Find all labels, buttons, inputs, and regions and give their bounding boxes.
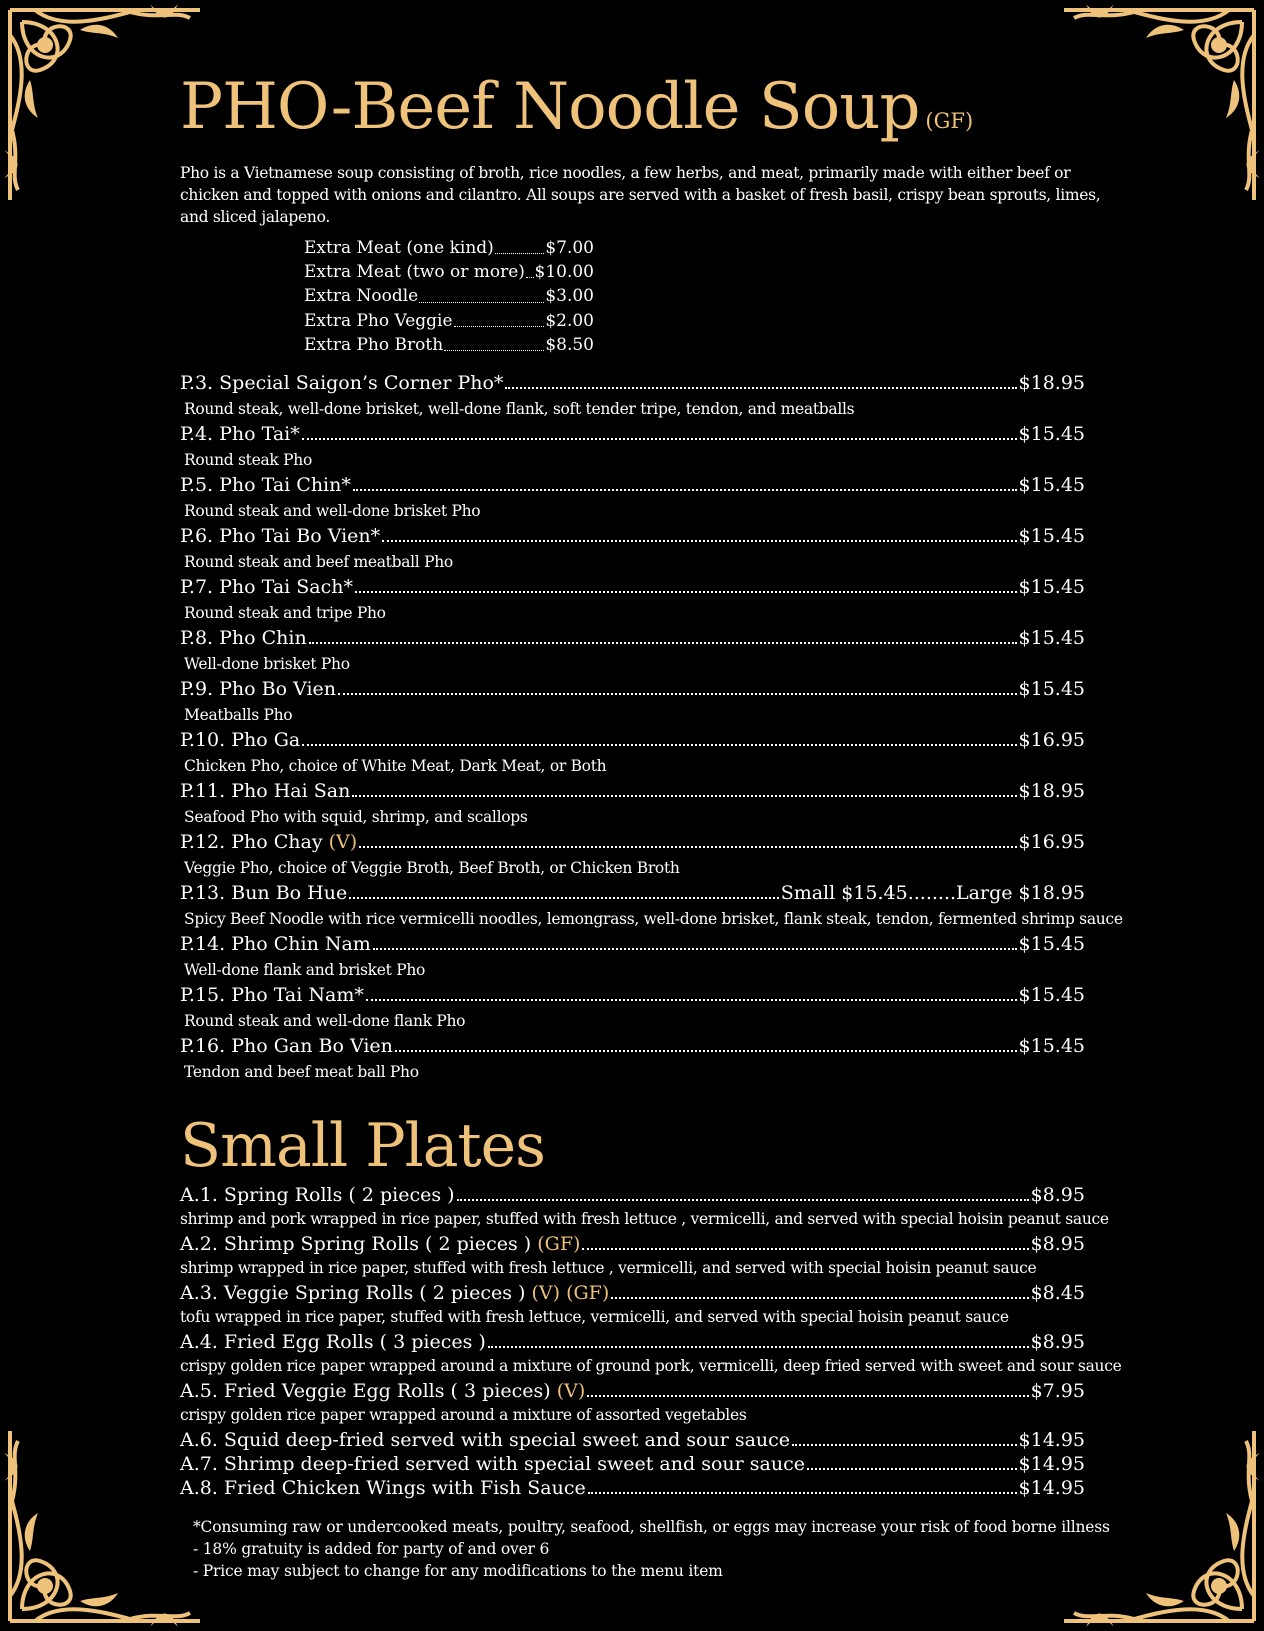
dot-leader: [359, 846, 1016, 848]
item-description: Tendon and beef meat ball Pho: [184, 1063, 419, 1082]
dot-leader: [366, 999, 1017, 1001]
extra-name: Extra Pho Veggie: [304, 310, 453, 331]
item-price: $16.95: [1018, 831, 1085, 854]
dot-leader: [302, 744, 1016, 746]
dot-leader: [338, 693, 1016, 695]
item-name: [180, 1232, 580, 1256]
item-description: Round steak and well-done flank Pho: [184, 1012, 466, 1031]
dot-leader: [611, 1297, 1028, 1299]
item-description: Round steak and tripe Pho: [184, 604, 386, 623]
item-name-text: A.2. Shrimp Spring Rolls ( 2 pieces ): [180, 1233, 532, 1256]
item-description: Chicken Pho, choice of White Meat, Dark Meat, or Both: [184, 757, 607, 776]
dot-leader: [349, 897, 778, 899]
footnote-health-warning: *Consuming raw or undercooked meats, poultry, seafood, shellfish, or eggs may increase your risk of food borne illness: [193, 1518, 1110, 1536]
dot-leader: [587, 1395, 1028, 1397]
menu-item-a6: [180, 1428, 1085, 1452]
dot-leader: [588, 1492, 1017, 1494]
menu-item-p8: [180, 626, 1085, 677]
item-name: [180, 1379, 585, 1403]
extra-name: Extra Meat (two or more): [304, 262, 525, 283]
footnote-price-change: - Price may subject to change for any modifications to the menu item: [193, 1562, 723, 1580]
menu-item-p14: [180, 932, 1085, 983]
item-price: Small $15.45........Large $18.95: [780, 882, 1085, 905]
item-name: [180, 1281, 609, 1305]
item-name: A.8. Fried Chicken Wings with Fish Sauce: [180, 1477, 586, 1500]
item-name: P.5. Pho Tai Chin*: [180, 474, 351, 497]
menu-item-p7: [180, 575, 1085, 626]
extra-item: [304, 309, 594, 333]
item-price: $15.45: [1018, 1035, 1085, 1058]
dot-leader: [352, 795, 1016, 797]
item-name: P.8. Pho Chin: [180, 627, 307, 650]
item-price: $14.95: [1018, 1453, 1085, 1476]
item-description: Round steak and well-done brisket Pho: [184, 502, 481, 521]
item-price: $8.95: [1030, 1184, 1085, 1207]
item-description: tofu wrapped in rice paper, stuffed with fresh lettuce, vermicelli, and served with special hoisin peanut sauce: [180, 1308, 1009, 1327]
dot-leader: [419, 284, 544, 302]
extra-item: [304, 284, 594, 308]
item-description: crispy golden rice paper wrapped around a mixture of assorted vegetables: [180, 1406, 747, 1425]
item-price: $18.95: [1018, 372, 1085, 395]
item-price: $8.95: [1030, 1233, 1085, 1256]
item-price: $15.45: [1018, 423, 1085, 446]
menu-item-a5: [180, 1379, 1085, 1428]
dot-leader: [302, 438, 1017, 440]
menu-item-p3: [180, 371, 1085, 422]
dot-leader: [373, 948, 1017, 950]
item-price: $15.45: [1018, 627, 1085, 650]
menu-item-p12: [180, 830, 1085, 881]
pho-items-list: [180, 371, 1123, 1085]
item-description: Round steak, well-done brisket, well-done flank, soft tender tripe, tendon, and meatballs: [184, 400, 855, 419]
dot-leader: [582, 1248, 1028, 1250]
item-name-text: P.12. Pho Chay: [180, 831, 323, 854]
item-price: $16.95: [1018, 729, 1085, 752]
pho-description: Pho is a Vietnamese soup consisting of broth, rice noodles, a few herbs, and meat, primarily made with either beef or chicken and topped with onions and cilantro. All soups are served with a basket of fresh basil, crispy bean sprouts, limes, and sliced jalapeno.: [180, 164, 1101, 226]
item-description: Well-done brisket Pho: [184, 655, 350, 674]
item-price: $18.95: [1018, 780, 1085, 803]
menu-item-a1: [180, 1183, 1109, 1232]
extras-list: [286, 236, 1100, 357]
item-name: P.14. Pho Chin Nam: [180, 933, 371, 956]
extra-item: [304, 333, 594, 357]
item-description: Seafood Pho with squid, shrimp, and scallops: [184, 808, 528, 827]
gf-tag: (GF): [925, 109, 974, 133]
extra-item: [304, 260, 594, 284]
item-name: P.9. Pho Bo Vien: [180, 678, 337, 701]
dot-leader: [488, 1346, 1029, 1348]
item-price: $15.45: [1018, 576, 1085, 599]
small-plates-title: Small Plates: [180, 1111, 545, 1182]
item-description: shrimp wrapped in rice paper, stuffed with fresh lettuce , vermicelli, and served with special hoisin peanut sauce: [180, 1259, 1037, 1278]
item-price: $15.45: [1018, 525, 1085, 548]
item-name: P.6. Pho Tai Bo Vien*: [180, 525, 381, 548]
corner-ornament-bottom-left: [0, 1421, 210, 1631]
dot-leader: [505, 387, 1016, 389]
item-price: $7.95: [1030, 1380, 1085, 1403]
menu-content: [180, 66, 1123, 1500]
item-name: P.3. Special Saigon’s Corner Pho*: [180, 372, 504, 395]
dot-leader: [454, 309, 545, 327]
item-description: Spicy Beef Noodle with rice vermicelli noodles, lemongrass, well-done brisket, flank steak, tendon, fermented shrimp sauce: [184, 910, 1123, 929]
extra-price: $2.00: [545, 310, 594, 331]
diet-tag: (GF): [537, 1233, 581, 1256]
dot-leader: [395, 1050, 1017, 1052]
menu-item-a4: [180, 1330, 1122, 1379]
menu-item-p11: [180, 779, 1085, 830]
item-description: Veggie Pho, choice of Veggie Broth, Beef Broth, or Chicken Broth: [184, 859, 680, 878]
item-price: $8.45: [1030, 1282, 1085, 1305]
dot-leader: [457, 1199, 1029, 1201]
item-description: Meatballs Pho: [184, 706, 293, 725]
menu-item-a3: [180, 1281, 1085, 1330]
item-name: [180, 830, 357, 855]
small-plates-list: [180, 1183, 1122, 1500]
extra-price: $3.00: [545, 286, 594, 307]
diet-tag: (V): [328, 831, 358, 854]
item-description: Round steak Pho: [184, 451, 312, 470]
dot-leader: [353, 489, 1017, 491]
item-name: P.10. Pho Ga: [180, 729, 301, 752]
item-name: A.1. Spring Rolls ( 2 pieces ): [180, 1184, 455, 1207]
item-description: shrimp and pork wrapped in rice paper, stuffed with fresh lettuce , vermicelli, and served with special hoisin peanut sauce: [180, 1210, 1109, 1229]
item-name: P.13. Bun Bo Hue: [180, 882, 348, 905]
item-name: P.11. Pho Hai San: [180, 780, 351, 803]
menu-item-p4: [180, 422, 1085, 473]
item-name-text: A.3. Veggie Spring Rolls ( 2 pieces ): [180, 1282, 526, 1305]
dot-leader: [526, 260, 534, 278]
extra-name: Extra Meat (one kind): [304, 238, 494, 258]
menu-item-p13: [180, 881, 1123, 932]
dot-leader: [355, 591, 1017, 593]
item-description: crispy golden rice paper wrapped around a mixture of ground pork, vermicelli, deep fried served with sweet and sour sauce: [180, 1357, 1122, 1376]
menu-footnotes: [193, 1516, 1110, 1582]
extra-name: Extra Noodle: [304, 286, 419, 307]
item-price: $14.95: [1018, 1429, 1085, 1452]
menu-item-p5: [180, 473, 1085, 524]
item-name: P.4. Pho Tai*: [180, 423, 300, 446]
dot-leader: [807, 1468, 1017, 1470]
item-price: $15.45: [1018, 474, 1085, 497]
item-price: $14.95: [1018, 1477, 1085, 1500]
menu-item-p9: [180, 677, 1085, 728]
pho-section-title: [180, 66, 1100, 162]
dot-leader: [382, 540, 1016, 542]
corner-ornament-top-left: [0, 0, 210, 210]
item-name: A.7. Shrimp deep-fried served with special sweet and sour sauce: [180, 1453, 805, 1476]
dot-leader: [309, 642, 1017, 644]
item-price: $15.45: [1018, 678, 1085, 701]
item-name: P.16. Pho Gan Bo Vien: [180, 1035, 393, 1058]
item-description: Round steak and beef meatball Pho: [184, 553, 453, 572]
extra-name: Extra Pho Broth: [304, 334, 444, 355]
menu-item-a7: [180, 1452, 1085, 1476]
item-price: $8.95: [1030, 1331, 1085, 1354]
item-name: P.7. Pho Tai Sach*: [180, 576, 354, 599]
dot-leader: [495, 236, 545, 254]
menu-item-p6: [180, 524, 1085, 575]
item-description: Well-done flank and brisket Pho: [184, 961, 426, 980]
extra-price: $8.50: [545, 334, 594, 355]
dot-leader: [792, 1444, 1017, 1446]
extra-price: $7.00: [545, 238, 594, 258]
menu-item-a8: [180, 1476, 1085, 1500]
menu-item-a2: [180, 1232, 1085, 1281]
item-name: A.6. Squid deep-fried served with special sweet and sour sauce: [180, 1429, 791, 1452]
item-name-text: A.5. Fried Veggie Egg Rolls ( 3 pieces): [180, 1380, 551, 1403]
item-price: $15.45: [1018, 933, 1085, 956]
menu-item-p16: [180, 1034, 1085, 1085]
menu-item-p10: [180, 728, 1085, 779]
item-name: A.4. Fried Egg Rolls ( 3 pieces ): [180, 1331, 486, 1354]
menu-item-p15: [180, 983, 1085, 1034]
diet-tag: (V): [556, 1380, 586, 1403]
extra-price: $10.00: [534, 262, 594, 283]
pho-title-text: PHO-Beef Noodle Soup: [180, 70, 920, 144]
item-name: P.15. Pho Tai Nam*: [180, 984, 364, 1007]
dot-leader: [444, 333, 544, 351]
diet-tag: (V) (GF): [531, 1282, 610, 1305]
item-price: $15.45: [1018, 984, 1085, 1007]
footnote-gratuity: - 18% gratuity is added for party of and over 6: [193, 1540, 550, 1558]
extra-item: [304, 236, 594, 260]
